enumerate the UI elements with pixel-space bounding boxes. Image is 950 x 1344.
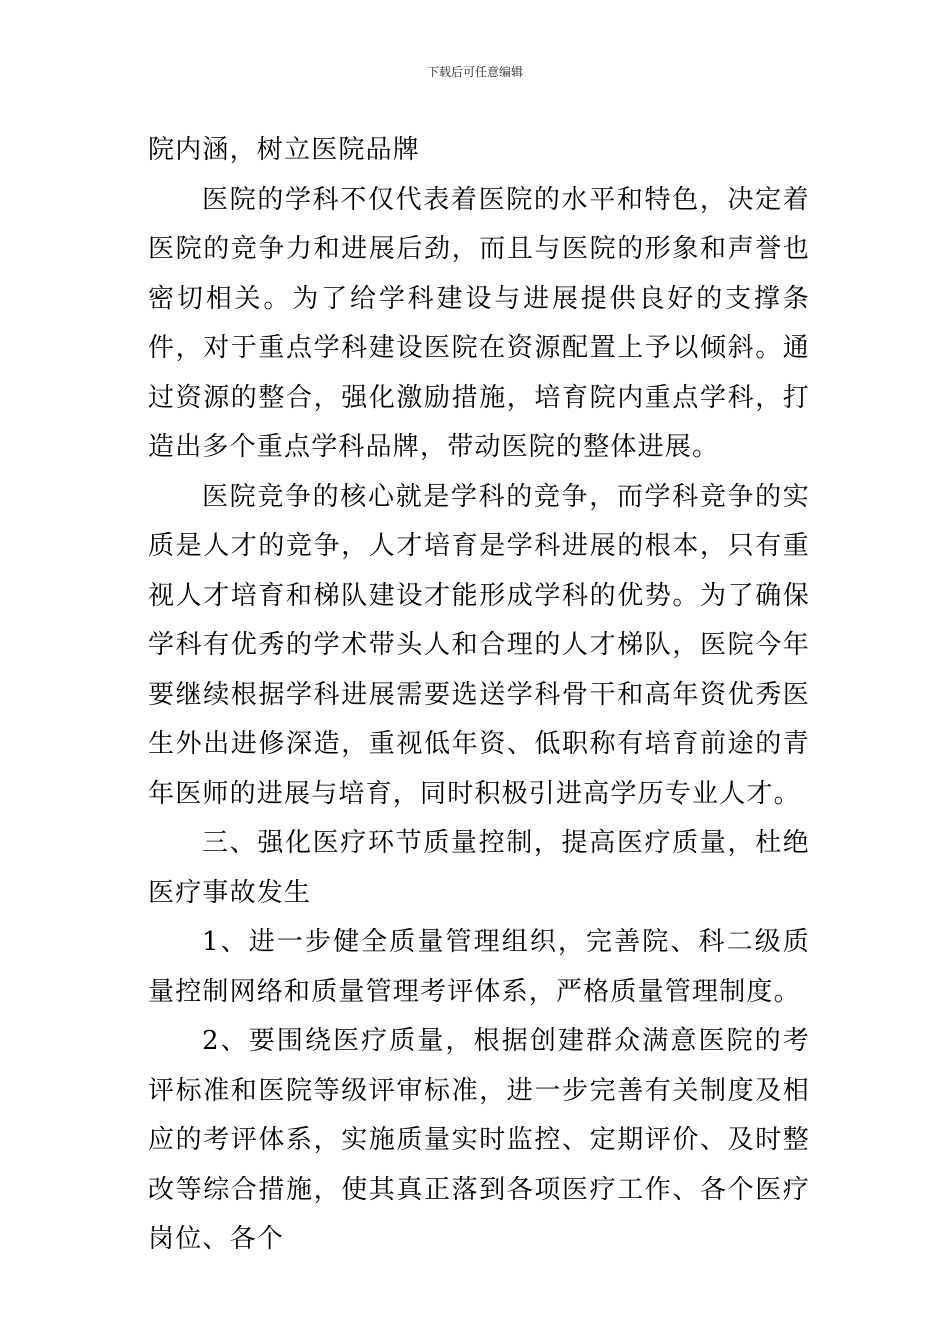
- paragraph: 医院的学科不仅代表着医院的水平和特色，决定着医院的竞争力和进展后劲，而且与医院的形象和声誉也密切相关。为了给学科建设与进展提供良好的支撑条件，对于重点学科建设医院在资源配置上予以倾斜。通过资源的整合，强化激励措施，培育院内重点学科，打造出多个重点学科品牌，带动医院的整体进展。: [148, 184, 810, 462]
- paragraph: 医院竞争的核心就是学科的竞争，而学科竞争的实质是人才的竞争，人才培育是学科进展的根本，只有重视人才培育和梯队建设才能形成学科的优势。为了确保学科有优秀的学术带头人和合理的人才梯队，医院今年要继续根据学科进展需要选送学科骨干和高年资优秀医生外出进修深造，重视低年资、低职称有培育前途的青年医师的进展与培育，同时积极引进高学历专业人才。: [148, 481, 810, 809]
- document-body: [148, 126, 810, 1265]
- paragraph-continuation: 院内涵，树立医院品牌: [148, 135, 421, 165]
- list-item: 2、要围绕医疗质量，根据创建群众满意医院的考评标准和医院等级评审标准，进一步完善有关制度及相应的考评体系，实施质量实时监控、定期评价、及时整改等综合措施，使其真正落到各项医疗工作、各个医疗岗位、各个: [148, 1026, 810, 1254]
- list-item: 1、进一步健全质量管理组织，完善院、科二级质量控制网络和质量管理考评体系，严格质量管理制度。: [148, 927, 810, 1007]
- page-header: 下载后可任意编辑: [426, 65, 523, 79]
- section-heading: 三、强化医疗环节质量控制，提高医疗质量，杜绝医疗事故发生: [148, 828, 810, 908]
